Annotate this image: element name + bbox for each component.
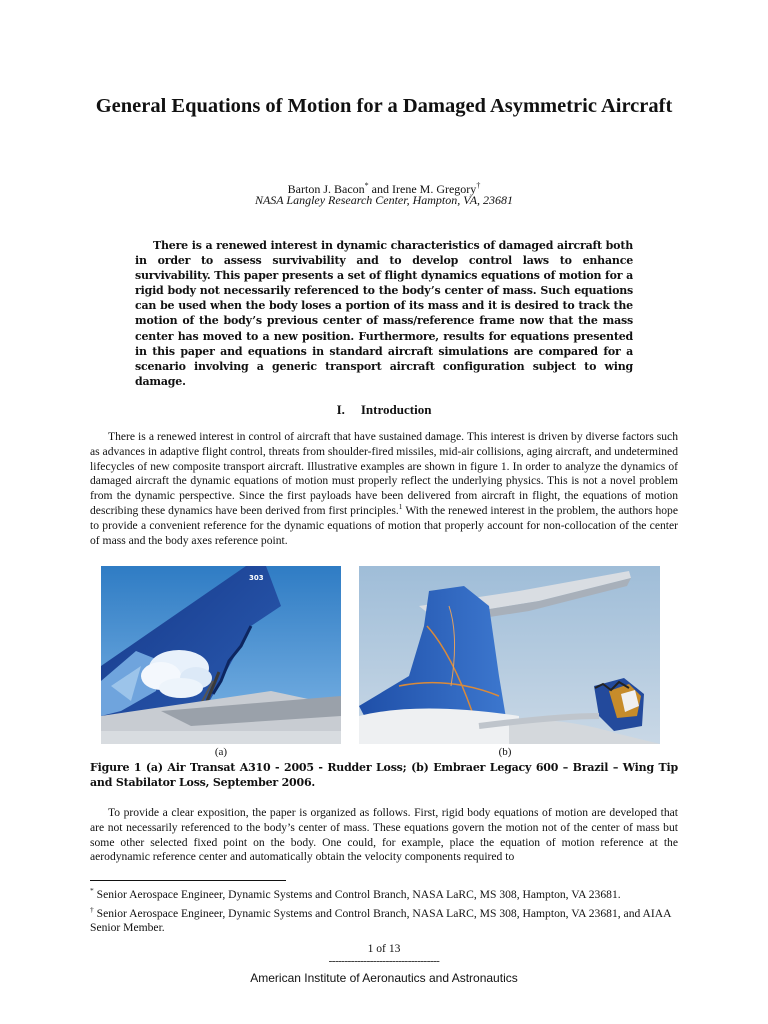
author-connector: and [368,182,392,196]
author-1: Barton J. Bacon [287,182,365,196]
footnote-2-text: Senior Aerospace Engineer, Dynamic Systems and Control Branch, NASA LaRC, MS 308, Hampton, VA 23681, and AIAA Senior Member. [90,906,671,935]
intro-p1-text: There is a renewed interest in control of aircraft that have sustained damage. This interest is driven by diverse factors such as advances in adaptive flight control, threats from shoulder-fired missiles, mid-air collisions, aging aircraft, and undetermined lifecycles of new composite transport aircraft. Illustrative examples are shown in figure 1. In order to analyze the dynamics of damaged aircraft the dynamic equations of motion must properly reflect the underlying physics. This is not a novel problem from the dynamic perspective. Since the first payloads have been delivered from aircraft in flight, the equations of motion describing these dynamics have been derived from first principles. [90,430,678,517]
intro-paragraph-1 [90,430,678,548]
footnote-2-mark: † [90,904,94,914]
figure-1a-photo [101,566,341,744]
footnotes [90,884,680,936]
footnote-1-mark: * [90,886,94,895]
reference-marker: 1 [398,502,403,512]
footnote-1 [90,884,680,903]
author-1-mark: * [364,181,369,190]
intro-p1-text-cont: With the renewed interest in the problem, the authors hope to provide a convenient reference for the dynamic equations of motion that properly account for non-collocation of the center of mass and the body axes reference point. [90,503,678,547]
footnote-2 [90,903,680,936]
tail-number: 303 [249,574,264,582]
figure-caption: Figure 1 (a) Air Transat A310 - 2005 - Rudder Loss; (b) Embraer Legacy 600 – Brazil – Wing Tip and Stabilator Loss, September 2006. [90,761,678,789]
section-number: I. [336,402,345,417]
figure-1b-label: (b) [498,746,512,758]
section-heading [90,402,678,418]
abstract: There is a renewed interest in dynamic characteristics of damaged aircraft both in order to assess survivability and to develop control laws to enhance survivability. This paper presents a set of flight dynamics equations of motion for a rigid body not necessarily referenced to the body’s center of mass. Such equations can be used when the body loses a portion of its mass and it is desired to track the motion of the body’s previous center of mass/reference frame now that the mass center has moved to a new position. Furthermore, results for equations presented in this paper and equations in standard aircraft simulations are compared for a scenario involving a generic transport aircraft configuration subject to wing damage. [135,239,633,388]
author-2: Irene M. Gregory [392,182,477,196]
figure-1b-photo [359,566,660,744]
intro-paragraph-2: To provide a clear exposition, the paper is organized as follows. First, rigid body equations of motion are developed that are not necessarily referenced to the body’s center of mass. These equations govern the motion not of the center of mass but some other selected fixed point on the body. One could, for example, place the equation of motion reference at the aerodynamic reference center and automatically obtain the velocity components required to [90,806,678,864]
footnote-1-text: Senior Aerospace Engineer, Dynamic Systems and Control Branch, NASA LaRC, MS 308, Hampton, VA 23681. [93,887,621,901]
publisher: American Institute of Aeronautics and Astronautics [250,971,518,985]
section-title: Introduction [360,402,432,417]
author-2-mark: † [476,181,481,190]
figure-1a-label: (a) [214,746,228,758]
footnote-rule [90,880,286,881]
page-number: 1 of 13 [367,942,401,955]
paper-title: General Equations of Motion for a Damaged Asymmetric Aircraft [95,95,673,117]
page-footer-rule: ----------------------------------- [328,955,440,967]
affiliation: NASA Langley Research Center, Hampton, VA, 23681 [254,193,514,207]
